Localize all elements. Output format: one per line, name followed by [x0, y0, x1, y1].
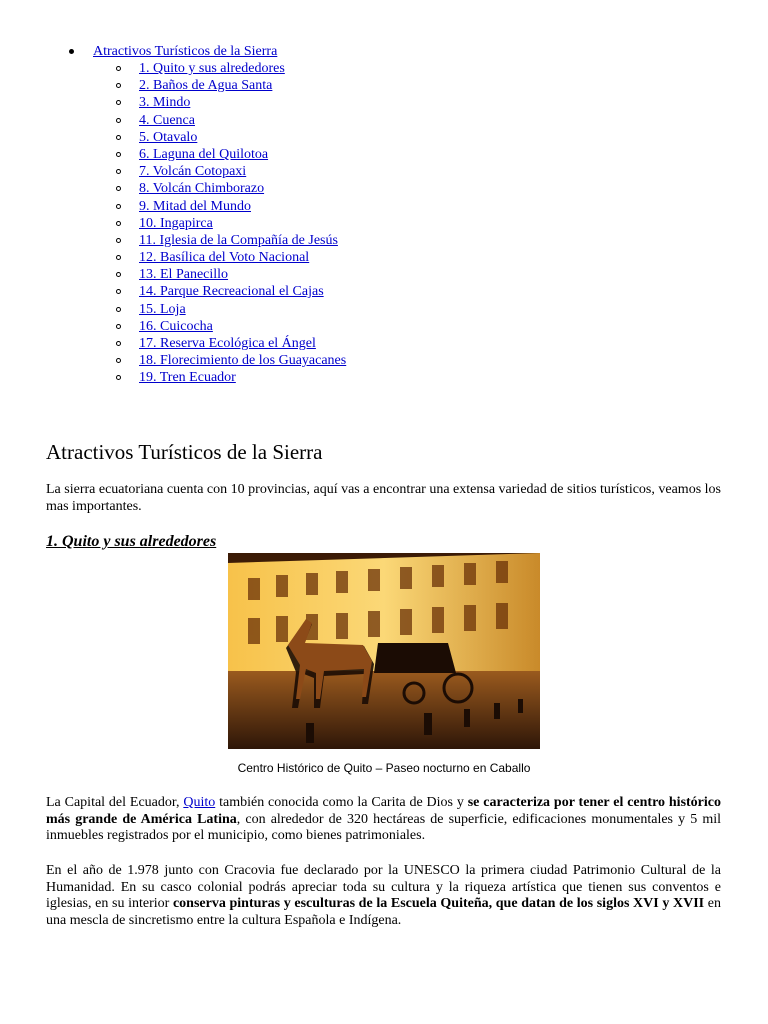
toc-link-sierra[interactable]: Atractivos Turísticos de la Sierra	[93, 44, 278, 59]
toc-link[interactable]: 9. Mitad del Mundo	[139, 198, 251, 214]
bullet-icon	[69, 49, 74, 54]
toc-link[interactable]: 4. Cuenca	[139, 112, 195, 128]
section-heading: Atractivos Turísticos de la Sierra	[46, 440, 323, 464]
circle-bullet-icon	[116, 118, 121, 123]
text-run: En el año de 1.978 junto con Cracovia fue declarado por la UNESCO la primera ciudad Patrimonio Cultural de la Humanidad. En su casco colonial podrás apreciar toda su cultura y la riqueza artística que tienen sus conventos e iglesias, en su interior	[46, 863, 721, 912]
circle-bullet-icon	[116, 375, 121, 380]
circle-bullet-icon	[116, 358, 121, 363]
bold-run: conserva pinturas y esculturas de la Escuela Quiteña, que datan de los siglos XVI y XVII	[172, 896, 705, 912]
text-run: en una mescla de sincretismo entre la cultura Española e Indígena.	[46, 896, 722, 929]
toc-link[interactable]: 12. Basílica del Voto Nacional	[139, 250, 310, 266]
quito-carriage-photo	[228, 553, 540, 749]
circle-bullet-icon	[116, 289, 121, 294]
circle-bullet-icon	[116, 324, 121, 329]
toc-item	[0, 283, 768, 300]
toc-sublist	[0, 60, 768, 387]
circle-bullet-icon	[116, 272, 121, 277]
bold-run: se caracteriza por tener el centro histórico más grande de América Latina	[46, 795, 721, 827]
toc-link[interactable]: 16. Cuicocha	[139, 318, 213, 334]
toc-link[interactable]: 5. Otavalo	[139, 129, 198, 145]
toc-link[interactable]: 14. Parque Recreacional el Cajas	[139, 284, 324, 300]
table-of-contents	[0, 42, 768, 387]
circle-bullet-icon	[116, 83, 121, 88]
circle-bullet-icon	[116, 100, 121, 105]
toc-item	[0, 318, 768, 335]
toc-item	[0, 352, 768, 369]
circle-bullet-icon	[116, 204, 121, 209]
circle-bullet-icon	[116, 255, 121, 260]
intro-paragraph: La sierra ecuatoriana cuenta con 10 provincias, aquí vas a encontrar una extensa variedad de sitios turísticos, veamos los mas importantes.	[46, 482, 721, 514]
photo-caption: Centro Histórico de Quito – Paseo nocturno en Caballo	[237, 761, 531, 775]
circle-bullet-icon	[116, 307, 121, 312]
text-run: también conocida como la Carita de Dios y	[215, 795, 468, 810]
quito-paragraph-2	[46, 863, 721, 930]
toc-item	[0, 94, 768, 111]
toc-item	[0, 129, 768, 146]
toc-item	[0, 232, 768, 249]
circle-bullet-icon	[116, 66, 121, 71]
circle-bullet-icon	[116, 221, 121, 226]
toc-item	[0, 249, 768, 266]
toc-item	[0, 215, 768, 232]
toc-link[interactable]: 15. Loja	[139, 301, 186, 317]
toc-item	[0, 146, 768, 163]
toc-item	[0, 112, 768, 129]
circle-bullet-icon	[116, 152, 121, 157]
toc-item	[0, 163, 768, 180]
toc-link[interactable]: 19. Tren Ecuador	[139, 370, 236, 386]
circle-bullet-icon	[116, 238, 121, 243]
toc-link[interactable]: 18. Florecimiento de los Guayacanes	[139, 353, 347, 369]
circle-bullet-icon	[116, 186, 121, 191]
toc-item	[0, 369, 768, 386]
toc-link[interactable]: 17. Reserva Ecológica el Ángel	[139, 336, 316, 351]
toc-item	[0, 198, 768, 215]
toc-link[interactable]: 10. Ingapirca	[139, 215, 213, 231]
circle-bullet-icon	[116, 135, 121, 140]
toc-link[interactable]: 3. Mindo	[139, 95, 191, 111]
quito-link[interactable]: Quito	[183, 795, 216, 810]
text-run: , con alrededor de 320 hectáreas de superficie, edificaciones monumentales y 5 mil inmuebles registrados por el municipio, como bienes patrimoniales.	[46, 811, 721, 844]
toc-link[interactable]: 6. Laguna del Quilotoa	[139, 146, 269, 162]
text-run: La Capital del Ecuador,	[46, 795, 184, 810]
toc-link[interactable]: 13. El Panecillo	[139, 267, 229, 283]
quito-title: 1. Quito y sus alrededores	[46, 533, 217, 550]
toc-item	[0, 335, 768, 352]
toc-item	[0, 60, 768, 77]
quito-paragraph-1	[46, 795, 721, 845]
toc-item	[0, 77, 768, 94]
toc-link[interactable]: 8. Volcán Chimborazo	[139, 181, 265, 197]
toc-item	[0, 301, 768, 318]
toc-link[interactable]: 7. Volcán Cotopaxi	[139, 164, 247, 180]
toc-top-item	[0, 42, 768, 60]
toc-link[interactable]: 2. Baños de Agua Santa	[139, 78, 273, 94]
toc-item	[0, 180, 768, 197]
circle-bullet-icon	[116, 341, 121, 346]
toc-item	[0, 266, 768, 283]
circle-bullet-icon	[116, 169, 121, 174]
toc-link[interactable]: 1. Quito y sus alrededores	[139, 61, 285, 76]
toc-link[interactable]: 11. Iglesia de la Compañía de Jesús	[139, 232, 338, 248]
